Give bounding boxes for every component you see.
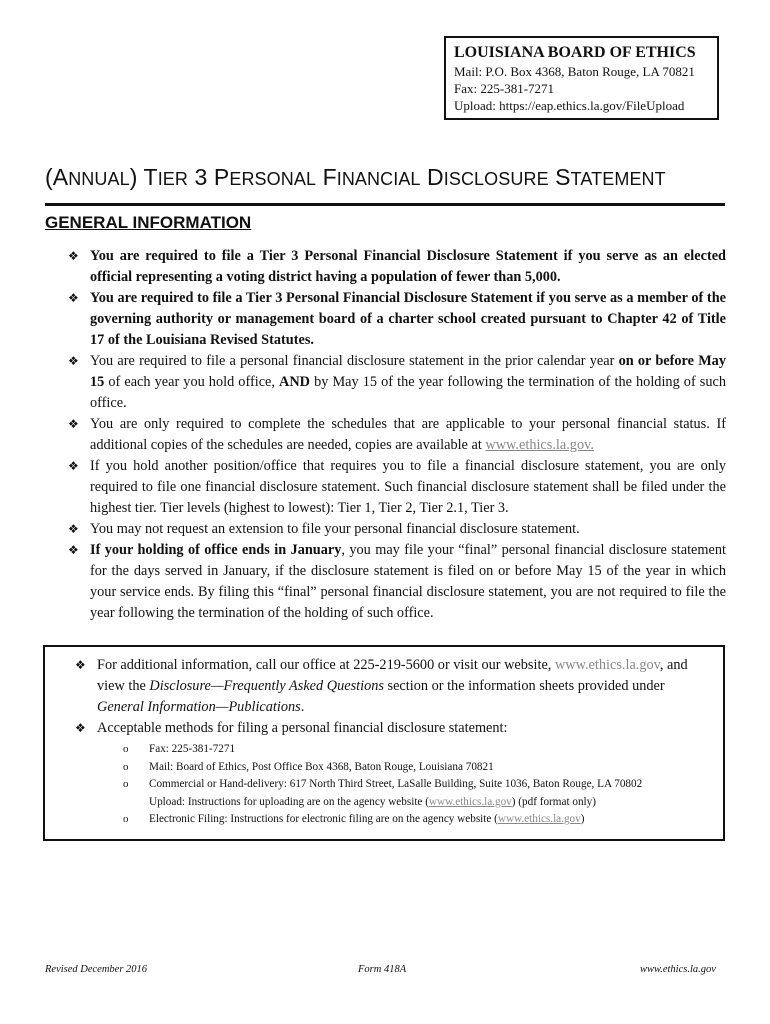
- list-item: ❖ If your holding of office ends in January, you may file your “final” personal financial disclosure statement for the days served in January, if the disclosure statement is filed on or before May 15 of the year in which your service ends. By filing this “final” personal financial disclosure statement, you are not required to file the year following the termination of the holding of such office.: [68, 542, 726, 621]
- filing-method-electronic: o Electronic Filing: Instructions for electronic filing are on the agency website (www.ethics.la.gov): [123, 811, 711, 829]
- diamond-bullet-icon: ❖: [68, 543, 79, 557]
- ethics-website-link[interactable]: www.ethics.la.gov.: [485, 437, 594, 453]
- list-item: ❖ You are only required to complete the schedules that are applicable to your personal financial status. If additional copies of the schedules are needed, copies are available at www.ethics.la.gov.: [68, 416, 726, 453]
- filing-methods-list: [75, 741, 711, 829]
- info-item: ❖ Acceptable methods for filing a personal financial disclosure statement:: [75, 718, 711, 739]
- list-item: ❖ You may not request an extension to file your personal financial disclosure statement.: [68, 519, 726, 540]
- upload-url: Upload: https://eap.ethics.la.gov/FileUpload: [454, 98, 685, 113]
- general-info-list: [68, 246, 726, 624]
- mail-address: Mail: P.O. Box 4368, Baton Rouge, LA 70821: [454, 64, 695, 79]
- list-item: ❖ You are required to file a Tier 3 Personal Financial Disclosure Statement if you serve as an elected official representing a voting district having a population of fewer than 5,000.: [68, 248, 726, 285]
- diamond-bullet-icon: ❖: [68, 522, 79, 536]
- filing-method-delivery: o Commercial or Hand-delivery: 617 North Third Street, LaSalle Building, Suite 1036, Baton Rouge, LA 70802 Upload: Instructions for uploading are on the agency website (www.ethics.la.gov) (pdf format only): [123, 778, 643, 808]
- circle-bullet-icon: o: [123, 778, 129, 790]
- diamond-bullet-icon: ❖: [68, 249, 79, 263]
- diamond-bullet-icon: ❖: [75, 658, 86, 672]
- address-box: [444, 36, 719, 120]
- ethics-website-link[interactable]: www.ethics.la.gov: [497, 813, 581, 825]
- page-title: (ANNUAL) TIER 3 PERSONAL FINANCIAL DISCLOSURE STATEMENT: [45, 164, 666, 190]
- diamond-bullet-icon: ❖: [68, 291, 79, 305]
- list-item: ❖ If you hold another position/office that requires you to file a financial disclosure statement, you are only required to file one financial disclosure statement. Such financial disclosure statement shall be filed under the highest tier. Tier levels (highest to lowest): Tier 1, Tier 2, Tier 2.1, Tier 3.: [68, 458, 726, 516]
- footer-form-number: Form 418A: [358, 964, 407, 975]
- circle-bullet-icon: o: [123, 760, 129, 773]
- circle-bullet-icon: o: [123, 743, 129, 755]
- list-item: ❖ You are required to file a personal financial disclosure statement in the prior calendar year on or before May 15 of each year you hold office, AND by May 15 of the year following the termination of the holding of such office.: [68, 353, 726, 411]
- footer-revision: Revised December 2016: [45, 964, 148, 975]
- diamond-bullet-icon: ❖: [68, 459, 79, 473]
- ethics-website-link[interactable]: www.ethics.la.gov: [428, 795, 512, 808]
- diamond-bullet-icon: ❖: [68, 417, 79, 431]
- list-item: ❖ You are required to file a Tier 3 Personal Financial Disclosure Statement if you serve as a member of the governing authority or management board of a charter school created pursuant to Chapter 42 of Title 17 of the Louisiana Revised Statutes.: [68, 290, 726, 348]
- title-rule: [45, 203, 725, 206]
- diamond-bullet-icon: ❖: [68, 354, 79, 368]
- diamond-bullet-icon: ❖: [75, 721, 86, 735]
- fax-number: Fax: 225-381-7271: [454, 81, 555, 96]
- circle-bullet-icon: o: [123, 813, 129, 825]
- board-name: LOUISIANA BOARD OF ETHICS: [454, 44, 696, 61]
- website-text[interactable]: www.ethics.la.gov: [554, 657, 660, 673]
- info-item: ❖ For additional information, call our office at 225-219-5600 or visit our website, www.ethics.la.gov, and view the Disclosure—Frequently Asked Questions section or the information sheets provided under General Information—Publications.: [75, 657, 688, 715]
- filing-method-fax: o Fax: 225-381-7271: [123, 741, 711, 759]
- section-heading: GENERAL INFORMATION: [45, 213, 252, 232]
- footer-website: www.ethics.la.gov: [640, 964, 716, 975]
- filing-method-mail: o Mail: Board of Ethics, Post Office Box 4368, Baton Rouge, Louisiana 70821: [123, 759, 711, 777]
- additional-info-box: [43, 645, 725, 841]
